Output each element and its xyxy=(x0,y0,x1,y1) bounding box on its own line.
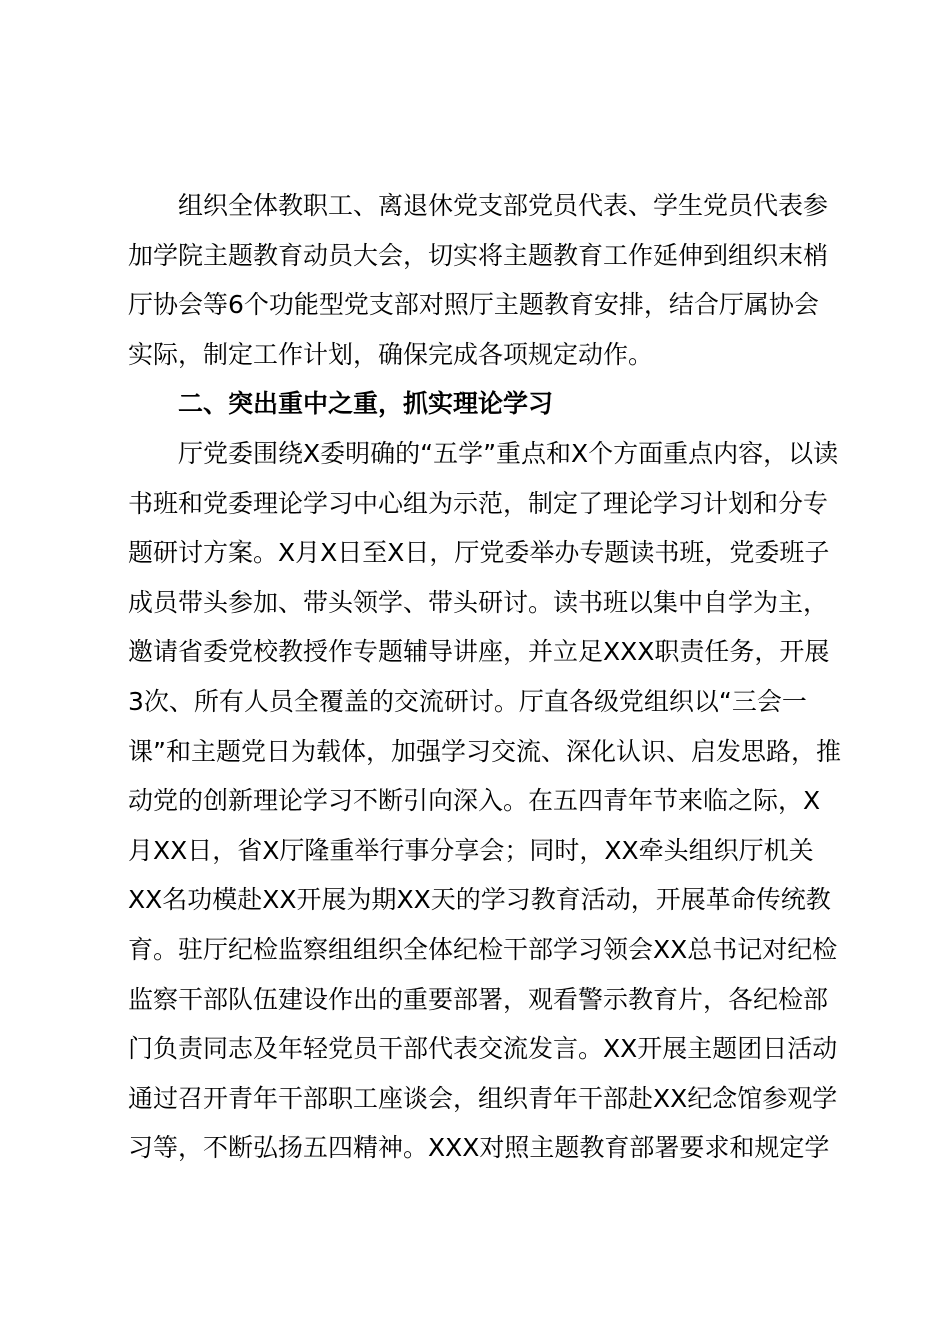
document-body xyxy=(128,181,858,1173)
paragraph-2-line-6: 3次、所有人员全覆盖的交流研讨。厅直各级党组织以“三会一 xyxy=(128,686,807,716)
paragraph-2-line-12: 监察干部队伍建设作出的重要部署，观看警示教育片，各纪检部 xyxy=(128,984,829,1014)
paragraph-1-line-4: 实际，制定工作计划，确保完成各项规定动作。 xyxy=(128,339,654,369)
paragraph-2-line-8: 动党的创新理论学习不断引向深入。在五四青年节来临之际，X xyxy=(128,786,821,816)
paragraph-2-line-10: XX名功模赴XX开展为期XX天的学习教育活动，开展革命传统教 xyxy=(128,885,831,915)
paragraph-2-line-11: 育。驻厅纪检监察组组织全体纪检干部学习领会XX总书记对纪检 xyxy=(128,934,838,964)
paragraph-2-line-13: 门负责同志及年轻党员干部代表交流发言。XX开展主题团日活动 xyxy=(128,1034,838,1064)
paragraph-2-line-2: 书班和党委理论学习中心组为示范，制定了理论学习计划和分专 xyxy=(128,488,829,518)
paragraph-1-line-2: 加学院主题教育动员大会，切实将主题教育工作延伸到组织末梢 xyxy=(128,240,829,270)
paragraph-2-line-9: 月XX日，省X厅隆重举行事分享会；同时，XX牵头组织厅机关 xyxy=(128,835,814,865)
paragraph-1-line-1: 组织全体教职工、离退休党支部党员代表、学生党员代表参 xyxy=(178,191,829,220)
paragraph-1-line-3: 厅协会等6个功能型党支部对照厅主题教育安排，结合厅属协会 xyxy=(128,290,819,320)
paragraph-2-line-15: 习等，不断弘扬五四精神。XXX对照主题教育部署要求和规定学 xyxy=(128,1133,830,1163)
section-heading: 二、突出重中之重，抓实理论学习 xyxy=(178,389,554,419)
paragraph-2-line-4: 成员带头参加、带头领学、带头研讨。读书班以集中自学为主， xyxy=(128,587,829,617)
paragraph-2-line-1: 厅党委围绕X委明确的“五学”重点和X个方面重点内容，以读 xyxy=(178,438,839,468)
paragraph-2-line-3: 题研讨方案。X月X日至X日，厅党委举办专题读书班，党委班子 xyxy=(128,538,830,568)
paragraph-2-line-7: 课”和主题党日为载体，加强学习交流、深化认识、启发思路，推 xyxy=(128,736,841,766)
paragraph-2-line-5: 邀请省委党校教授作专题辅导讲座，并立足XXX职责任务，开展 xyxy=(128,637,830,667)
paragraph-2-line-14: 通过召开青年干部职工座谈会，组织青年干部赴XX纪念馆参观学 xyxy=(128,1083,838,1113)
